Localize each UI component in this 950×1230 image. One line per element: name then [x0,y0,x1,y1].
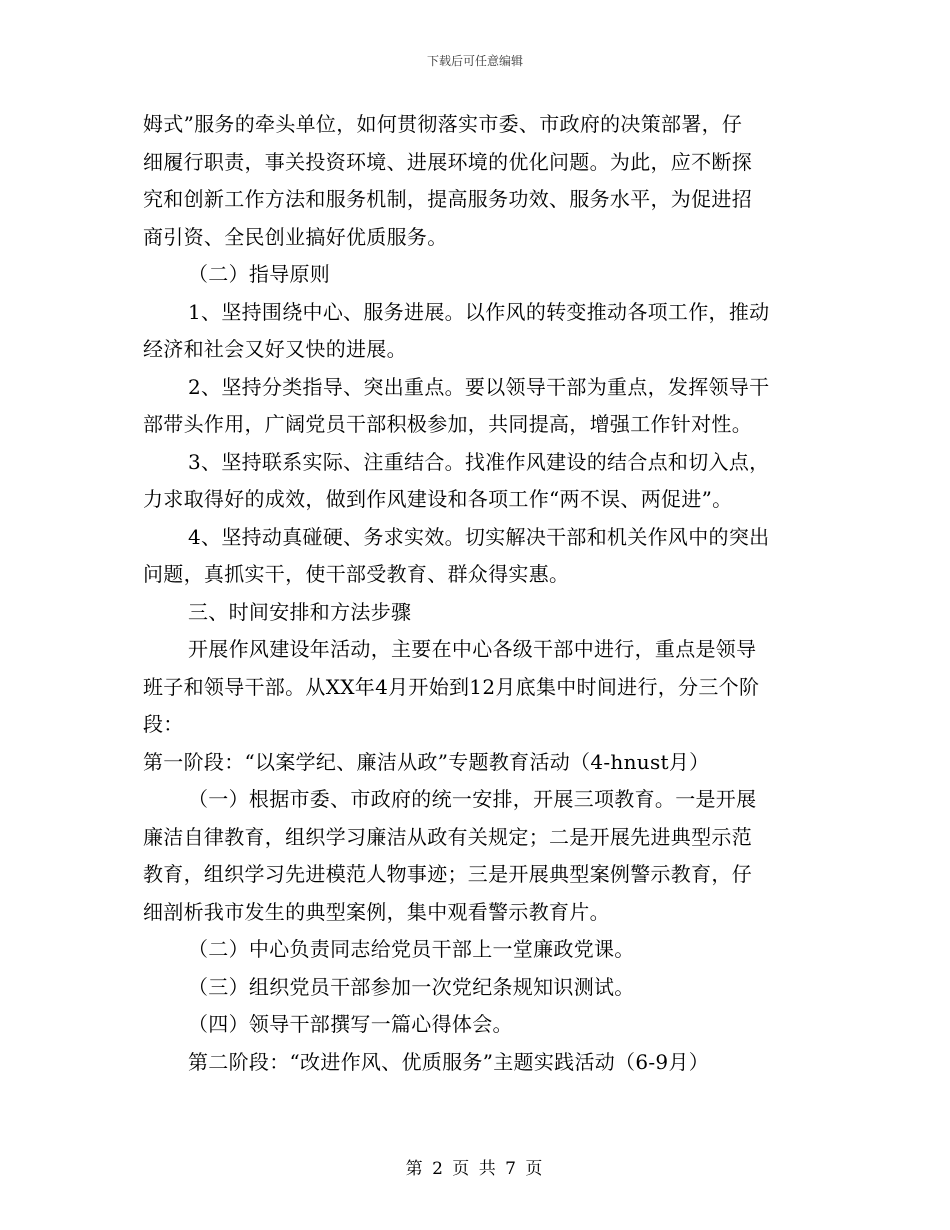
paragraph-line: 力求取得好的成效，做到作风建设和各项工作“两不误、两促进”。 [143,487,733,511]
paragraph-line: 班子和领导干部。从XX年4月开始到12月底集中时间进行，分三个阶 [143,674,760,699]
paragraph-line: （一）根据市委、市政府的统一安排，开展三项教育。一是开展 [188,787,757,811]
paragraph-line: 3、坚持联系实际、注重结合。找准作风建设的结合点和切入点， [188,449,770,474]
paragraph-line: 商引资、全民创业搞好优质服务。 [143,224,448,249]
stage-heading: 第二阶段：“改进作风、优质服务”主题实践活动（6-9月） [188,1049,710,1074]
paragraph-line: 廉洁自律教育，组织学习廉洁从政有关规定；二是开展先进典型示范 [143,824,752,849]
list-item: （三）组织党员干部参加一次党纪条规知识测试。 [188,974,635,999]
paragraph-line: 4、坚持动真碰硬、务求实效。切实解决干部和机关作风中的突出 [188,524,770,549]
paragraph-line: 问题，真抓实干，使干部受教育、群众得实惠。 [143,562,570,586]
paragraph-line: 部带头作用，广阔党员干部积极参加，共同提高，增强工作针对性。 [143,412,752,436]
page-number: 第 2 页 共 7 页 [405,1159,545,1179]
paragraph-line: 开展作风建设年活动，主要在中心各级干部中进行，重点是领导 [188,637,757,661]
list-item: （四）领导干部撰写一篇心得体会。 [188,1012,513,1036]
paragraph-line: 究和创新工作方法和服务机制，提高服务功效、服务水平，为促进招 [143,187,752,211]
paragraph-line: 细剖析我市发生的典型案例，集中观看警示教育片。 [143,899,610,924]
paragraph-line: 经济和社会又好又快的进展。 [143,337,407,361]
section-heading: （二）指导原则 [188,262,331,286]
list-item: （二）中心负责同志给党员干部上一堂廉政党课。 [188,937,635,961]
section-heading: 三、时间安排和方法步骤 [188,599,412,624]
paragraph-line: 段： [143,712,184,736]
paragraph-line: 姆式”服务的牵头单位，如何贯彻落实市委、市政府的决策部署，仔 [143,112,743,136]
page-header-note: 下载后可任意编辑 [426,54,523,68]
paragraph-line: 教育，组织学习先进模范人物事迹；三是开展典型案例警示教育，仔 [143,862,752,886]
paragraph-line: 2、坚持分类指导、突出重点。要以领导干部为重点，发挥领导干 [188,374,770,399]
paragraph-line: 1、坚持围绕中心、服务进展。以作风的转变推动各项工作，推动 [188,299,770,324]
stage-heading: 第一阶段：“以案学纪、廉洁从政”专题教育活动（4-hnust月） [143,749,710,774]
document-body [143,106,808,1081]
paragraph-line: 细履行职责，事关投资环境、进展环境的优化问题。为此，应不断探 [143,149,752,174]
